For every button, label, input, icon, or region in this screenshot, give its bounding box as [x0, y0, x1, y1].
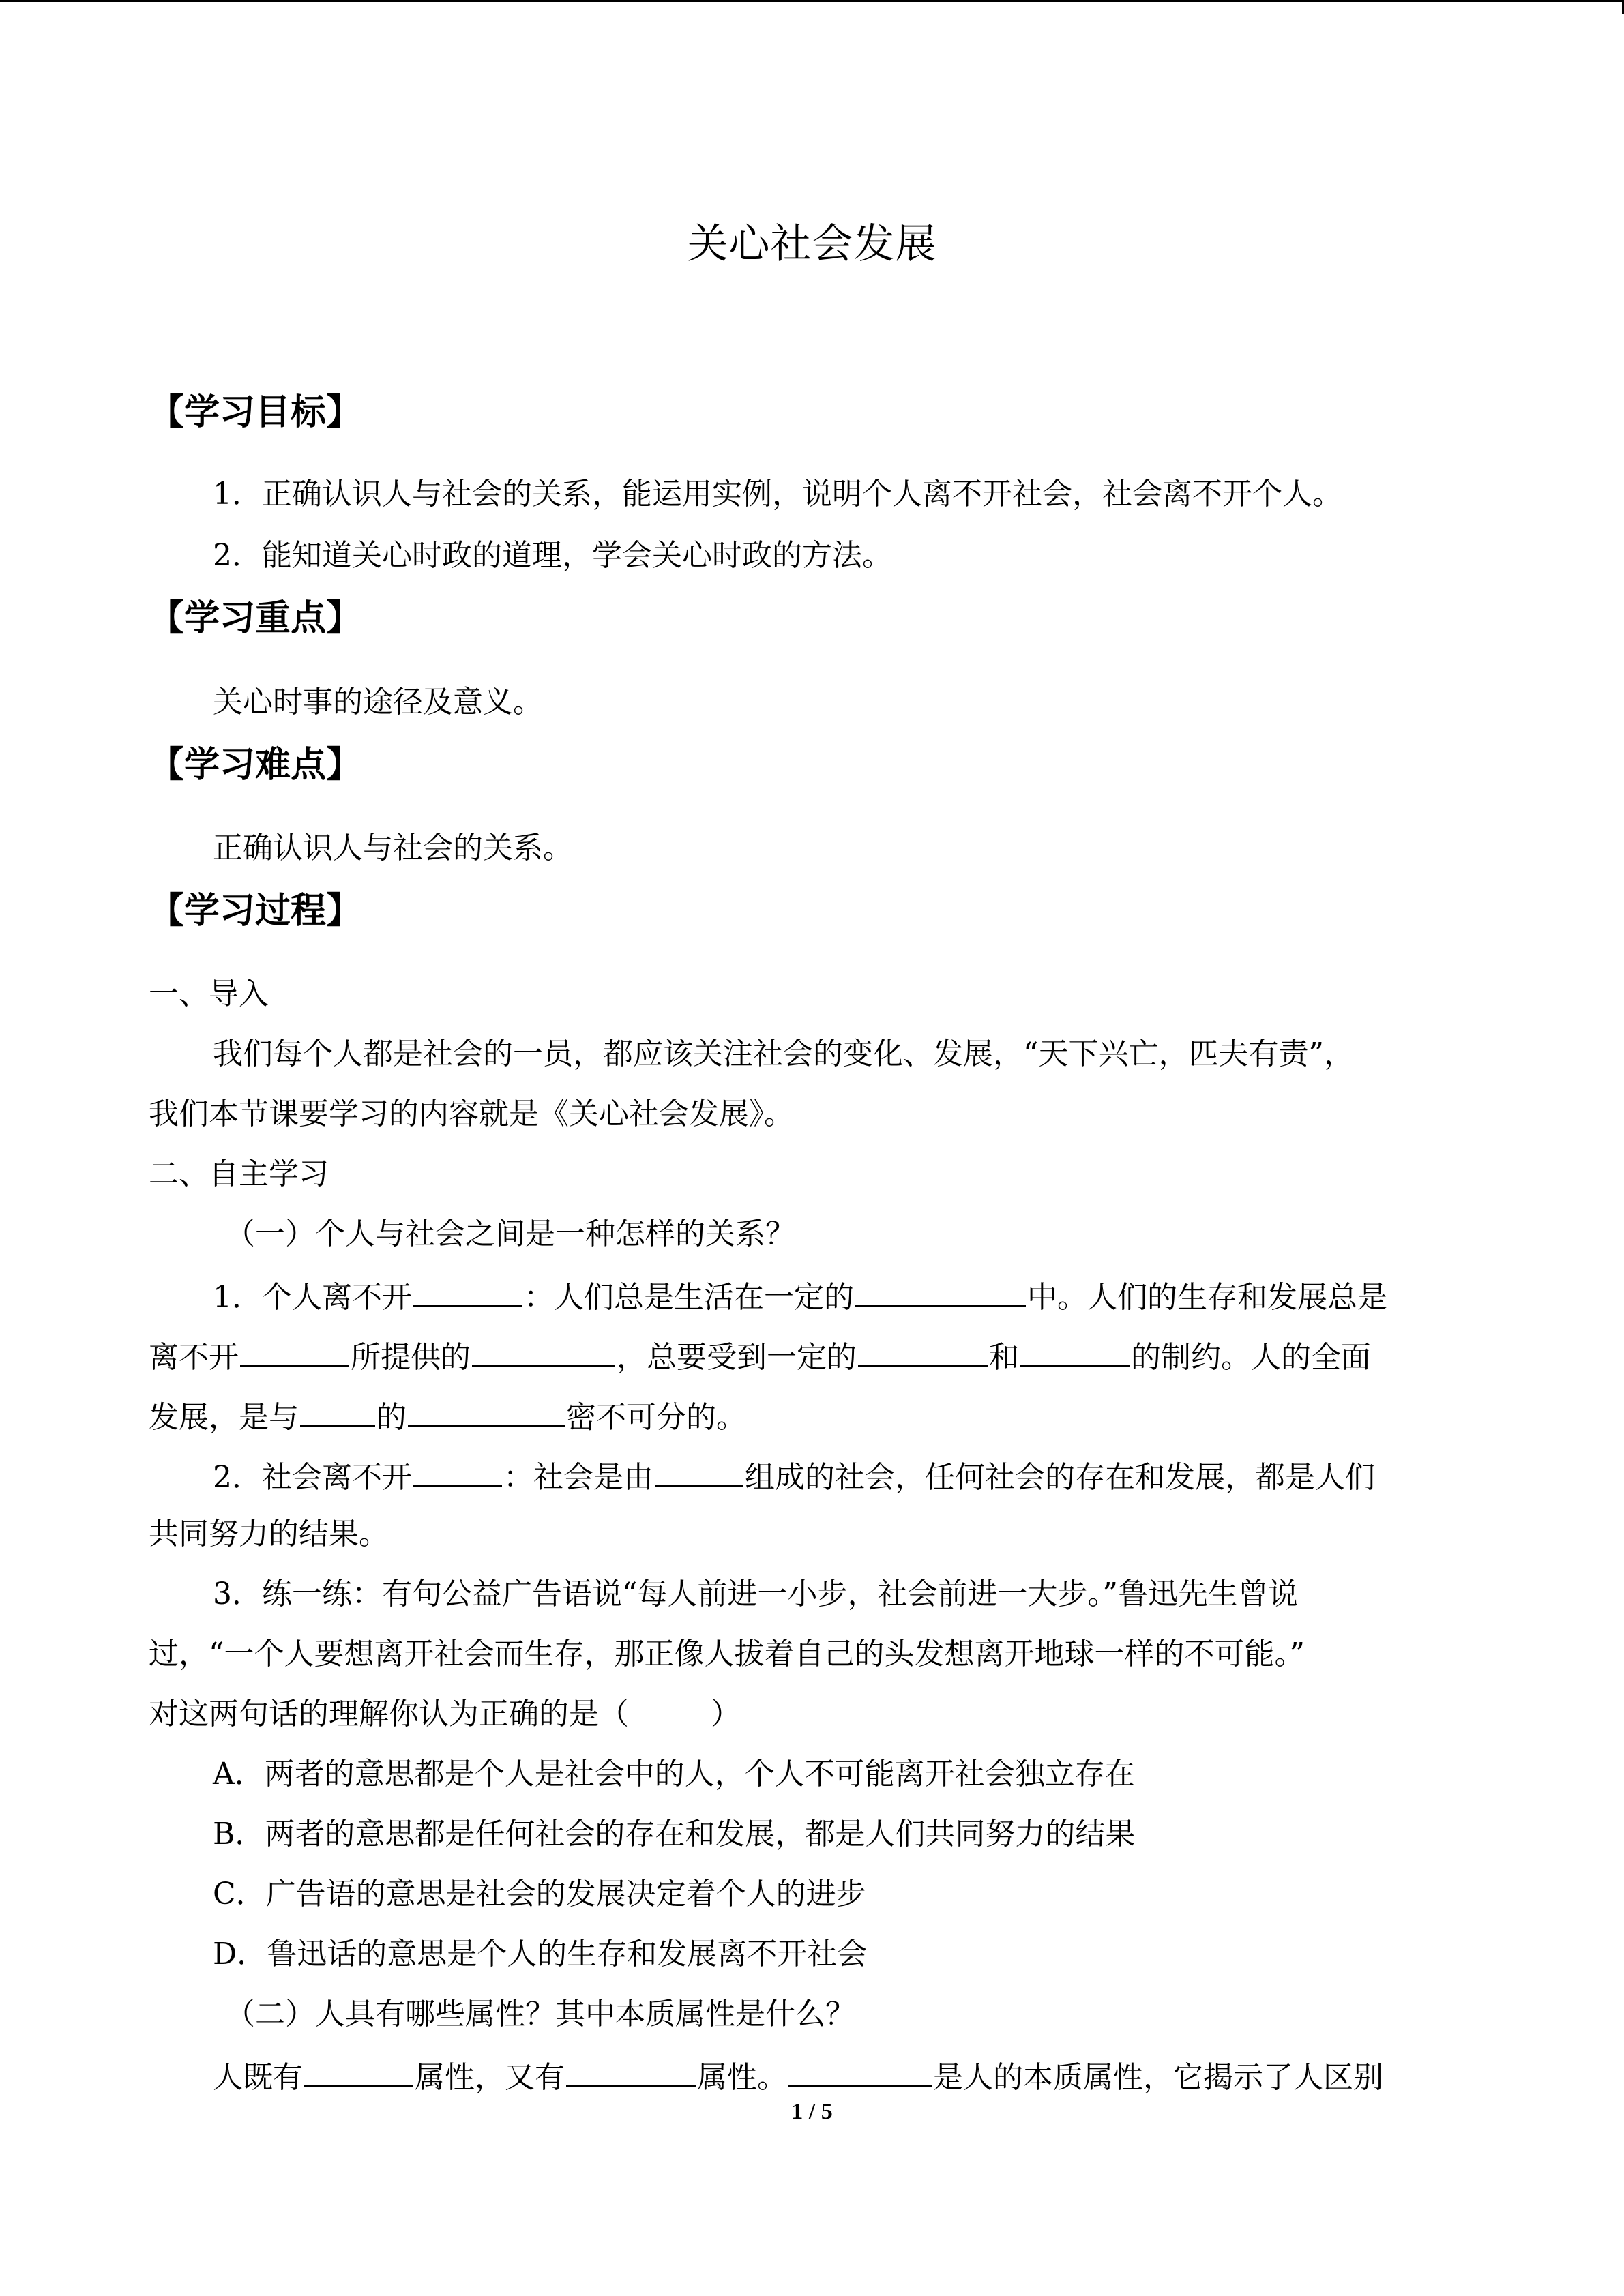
answer-blank[interactable] — [566, 2054, 696, 2087]
fill-line-5: 共同努力的结果。 — [149, 1517, 389, 1551]
answer-blank[interactable] — [858, 1334, 988, 1367]
difficulty-text: 正确认识人与社会的关系。 — [213, 831, 573, 865]
section-header-difficulty: 【学习难点】 — [149, 745, 362, 786]
section-header-process: 【学习过程】 — [149, 891, 362, 931]
question-1: （一）个人与社会之间是一种怎样的关系？ — [225, 1217, 795, 1251]
fill-line-1: 1．个人离不开 ：人们总是生活在一定的 中。人们的生存和发展总是 — [213, 1274, 1387, 1318]
question-2: （二）人具有哪些属性？其中本质属性是什么？ — [225, 1997, 855, 2031]
option-b: B．两者的意思都是任何社会的存在和发展，都是人们共同努力的结果 — [213, 1817, 1136, 1851]
intro-paragraph-line: 我们每个人都是社会的一员，都应该关注社会的变化、发展，“天下兴亡，匹夫有责”， — [213, 1037, 1354, 1071]
intro-heading: 一、导入 — [149, 976, 269, 1011]
intro-paragraph-line: 我们本节课要学习的内容就是《关心社会发展》。 — [149, 1097, 794, 1131]
answer-blank[interactable] — [788, 2054, 932, 2087]
section-header-key: 【学习重点】 — [149, 598, 362, 639]
key-point-text: 关心时事的途径及意义。 — [213, 685, 543, 719]
answer-blank[interactable] — [655, 1454, 743, 1487]
option-c: C．广告语的意思是社会的发展决定着个人的进步 — [213, 1877, 866, 1911]
top-border — [0, 0, 1624, 2]
answer-blank[interactable] — [855, 1274, 1026, 1307]
fill-line-4: 2．社会离不开 ：社会是由 组成的社会，任何社会的存在和发展，都是人们 — [213, 1454, 1375, 1498]
answer-blank[interactable] — [413, 1454, 502, 1487]
fill-line-6: 人既有 属性，又有 属性。 是人的本质属性，它揭示了人区别 — [213, 2054, 1383, 2098]
page-number: 1 / 5 — [791, 2099, 833, 2124]
self-study-heading: 二、自主学习 — [149, 1157, 329, 1191]
answer-blank[interactable] — [304, 2054, 413, 2087]
fill-line-3: 发展，是与 的 密不可分的。 — [149, 1394, 746, 1438]
goal-item: 1．正确认识人与社会的关系，能运用实例，说明个人离不开社会，社会离不开个人。 — [213, 477, 1342, 511]
answer-blank[interactable] — [413, 1274, 522, 1307]
page-title: 关心社会发展 — [687, 220, 937, 268]
exercise-line: 3．练一练：有句公益广告语说“每人前进一小步，社会前进一大步。”鲁迅先生曾说 — [213, 1577, 1298, 1611]
option-a: A．两者的意思都是个人是社会中的人，个人不可能离开社会独立存在 — [213, 1757, 1135, 1791]
exercise-line: 过，“一个人要想离开社会而生存，那正像人拔着自己的头发想离开地球一样的不可能。” — [149, 1637, 1305, 1671]
goal-item: 2．能知道关心时政的道理，学会关心时政的方法。 — [213, 538, 892, 573]
answer-blank[interactable] — [240, 1334, 349, 1367]
option-d: D．鲁迅话的意思是个人的生存和发展离不开社会 — [213, 1937, 868, 1971]
answer-blank[interactable] — [300, 1394, 375, 1427]
section-header-goals: 【学习目标】 — [149, 392, 362, 433]
answer-blank[interactable] — [472, 1334, 615, 1367]
fill-line-2: 离不开 所提供的 ，总要受到一定的 和 的制约。人的全面 — [149, 1334, 1371, 1378]
exercise-line: 对这两句话的理解你认为正确的是（ ） — [149, 1697, 741, 1731]
answer-blank[interactable] — [408, 1394, 565, 1427]
answer-blank[interactable] — [1020, 1334, 1130, 1367]
